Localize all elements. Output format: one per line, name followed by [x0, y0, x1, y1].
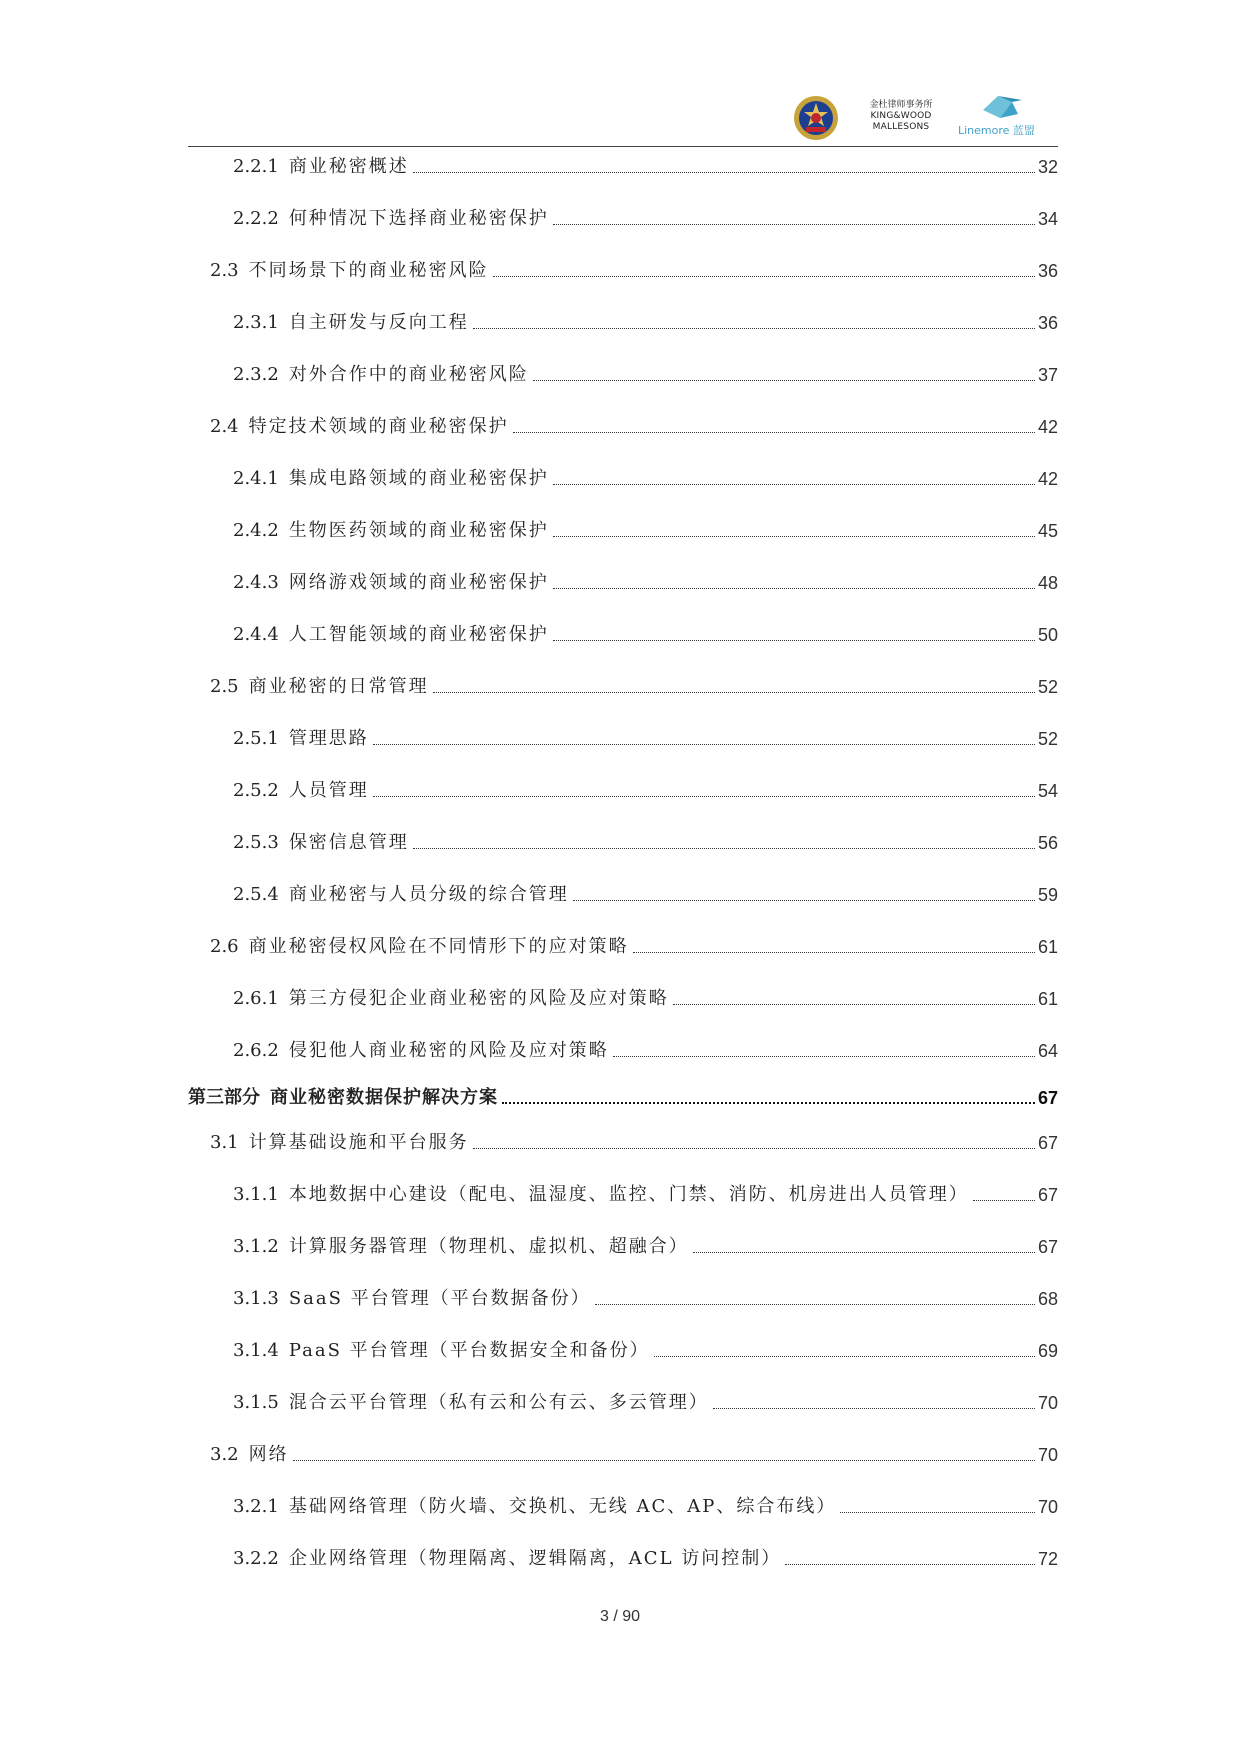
toc-entry[interactable] — [210, 1435, 1058, 1475]
toc-entry-page: 59 — [1037, 885, 1058, 905]
toc-dot-leader — [502, 1102, 1035, 1104]
toc-dot-leader — [553, 224, 1035, 225]
toc-entry[interactable] — [233, 1539, 1058, 1579]
toc-entry-number: 3.1.1 — [233, 1184, 279, 1205]
toc-entry-number: 2.5.1 — [233, 728, 279, 749]
toc-entry-title: 集成电路领域的商业秘密保护 — [288, 468, 549, 489]
toc-entry-page: 70 — [1037, 1393, 1058, 1413]
toc-dot-leader — [840, 1512, 1035, 1513]
toc-dot-leader — [553, 640, 1035, 641]
toc-entry-title: 商业秘密侵权风险在不同情形下的应对策略 — [248, 936, 629, 957]
toc-entry-title: 人工智能领域的商业秘密保护 — [288, 624, 549, 645]
toc-entry-title: 商业秘密数据保护解决方案 — [270, 1087, 498, 1108]
toc-entry[interactable] — [233, 1175, 1058, 1215]
toc-entry[interactable] — [233, 1279, 1058, 1319]
toc-entry-page: 36 — [1037, 313, 1058, 333]
toc-entry-number: 2.6.1 — [233, 988, 279, 1009]
toc-entry-title: 商业秘密概述 — [288, 156, 409, 177]
toc-entry-title: 侵犯他人商业秘密的风险及应对策略 — [288, 1040, 609, 1061]
toc-dot-leader — [673, 1004, 1035, 1005]
toc-entry[interactable] — [233, 615, 1058, 655]
toc-entry-title: 何种情况下选择商业秘密保护 — [288, 208, 549, 229]
toc-entry-page: 56 — [1037, 833, 1058, 853]
toc-entry[interactable] — [210, 407, 1058, 447]
toc-entry[interactable] — [233, 719, 1058, 759]
toc-entry[interactable] — [233, 147, 1058, 187]
toc-entry-title: 人员管理 — [288, 780, 369, 801]
toc-dot-leader — [473, 328, 1035, 329]
toc-dot-leader — [413, 848, 1035, 849]
toc-entry[interactable] — [233, 1227, 1058, 1267]
toc-entry-page: 72 — [1037, 1549, 1058, 1569]
toc-entry-page: 45 — [1037, 521, 1058, 541]
toc-dot-leader — [373, 744, 1035, 745]
toc-dot-leader — [373, 796, 1035, 797]
toc-entry[interactable] — [210, 667, 1058, 707]
toc-entry-page: 34 — [1037, 209, 1058, 229]
toc-entry-page: 42 — [1037, 417, 1058, 437]
kwm-logo-en-1: KING&WOOD — [870, 111, 932, 121]
toc-entry[interactable] — [233, 1331, 1058, 1371]
toc-entry-title: 特定技术领域的商业秘密保护 — [248, 416, 509, 437]
toc-entry[interactable] — [233, 355, 1058, 395]
toc-entry-title: 本地数据中心建设（配电、温湿度、监控、门禁、消防、机房进出人员管理） — [288, 1184, 969, 1205]
toc-dot-leader — [473, 1148, 1035, 1149]
toc-entry-page: 48 — [1037, 573, 1058, 593]
toc-entry-page: 42 — [1037, 469, 1058, 489]
toc-entry-number: 2.2.2 — [233, 208, 279, 229]
toc-dot-leader — [633, 952, 1035, 953]
toc-entry-title: 基础网络管理（防火墙、交换机、无线 AC、AP、综合布线） — [288, 1496, 837, 1517]
linemore-logo-text: Linemore 蓝盟 — [958, 124, 1035, 137]
toc-entry-number: 2.4.4 — [233, 624, 279, 645]
toc-dot-leader — [513, 432, 1035, 433]
toc-dot-leader — [493, 276, 1035, 277]
toc-entry-number: 3.1.2 — [233, 1236, 279, 1257]
toc-entry[interactable] — [233, 199, 1058, 239]
toc-entry-title: 计算服务器管理（物理机、虚拟机、超融合） — [288, 1236, 689, 1257]
toc-dot-leader — [713, 1408, 1035, 1409]
toc-entry[interactable] — [210, 927, 1058, 967]
toc-entry-title: 网络 — [248, 1444, 289, 1465]
toc-entry-title: 生物医药领域的商业秘密保护 — [288, 520, 549, 541]
toc-entry[interactable] — [233, 511, 1058, 551]
toc-dot-leader — [654, 1356, 1035, 1357]
linemore-logo — [958, 92, 1048, 140]
toc-entry-title: 混合云平台管理（私有云和公有云、多云管理） — [288, 1392, 709, 1413]
toc-entry-title: 不同场景下的商业秘密风险 — [248, 260, 489, 281]
toc-dot-leader — [573, 900, 1035, 901]
police-emblem-icon — [792, 94, 840, 142]
toc-entry-page: 70 — [1037, 1497, 1058, 1517]
toc-entry-number: 3.1 — [210, 1132, 239, 1153]
toc-entry-title: 保密信息管理 — [288, 832, 409, 853]
linemore-leaf-icon — [978, 92, 1028, 122]
toc-dot-leader — [973, 1200, 1035, 1201]
toc-entry-page: 50 — [1037, 625, 1058, 645]
toc-entry-page: 54 — [1037, 781, 1058, 801]
toc-entry-number: 3.1.3 — [233, 1288, 279, 1309]
toc-entry-number: 第三部分 — [188, 1087, 260, 1108]
toc-entry-page: 64 — [1037, 1041, 1058, 1061]
toc-entry-title: 自主研发与反向工程 — [288, 312, 469, 333]
toc-dot-leader — [613, 1056, 1035, 1057]
page-number: 3 / 90 — [599, 1608, 641, 1625]
toc-dot-leader — [785, 1564, 1035, 1565]
toc-entry-title: 网络游戏领域的商业秘密保护 — [288, 572, 549, 593]
toc-entry-page: 61 — [1037, 989, 1058, 1009]
toc-entry-page: 61 — [1037, 937, 1058, 957]
toc-entry-number: 3.1.5 — [233, 1392, 279, 1413]
toc-entry-title: 企业网络管理（物理隔离、逻辑隔离，ACL 访问控制） — [288, 1548, 782, 1569]
toc-entry-title: 商业秘密的日常管理 — [248, 676, 429, 697]
toc-dot-leader — [533, 380, 1035, 381]
toc-entry-page: 32 — [1037, 157, 1058, 177]
toc-entry[interactable] — [233, 979, 1058, 1019]
toc-dot-leader — [693, 1252, 1035, 1253]
kwm-logo-en-2: MALLESONS — [872, 122, 930, 132]
toc-entry-number: 3.1.4 — [233, 1340, 279, 1361]
kwm-logo — [856, 100, 946, 133]
toc-entry-number: 2.2.1 — [233, 156, 279, 177]
toc-dot-leader — [595, 1304, 1035, 1305]
toc-entry[interactable] — [233, 771, 1058, 811]
toc-entry-page: 36 — [1037, 261, 1058, 281]
kwm-logo-cn: 金杜律师事务所 — [869, 100, 933, 110]
toc-entry-title: 计算基础设施和平台服务 — [248, 1132, 469, 1153]
toc-entry-page: 67 — [1037, 1237, 1058, 1257]
toc-entry-number: 2.4.3 — [233, 572, 279, 593]
toc-entry-page: 52 — [1037, 677, 1058, 697]
toc-entry-number: 2.5.4 — [233, 884, 279, 905]
toc-entry[interactable] — [188, 1078, 1058, 1118]
toc-entry-number: 2.3 — [210, 260, 239, 281]
toc-entry-page: 37 — [1037, 365, 1058, 385]
toc-entry-page: 70 — [1037, 1445, 1058, 1465]
toc-entry[interactable] — [233, 459, 1058, 499]
toc-entry-number: 2.4.2 — [233, 520, 279, 541]
toc-dot-leader — [293, 1460, 1035, 1461]
toc-dot-leader — [553, 536, 1035, 537]
toc-entry-number: 2.6.2 — [233, 1040, 279, 1061]
toc-entry-page: 52 — [1037, 729, 1058, 749]
toc-entry-number: 2.5.2 — [233, 780, 279, 801]
toc-entry[interactable] — [210, 251, 1058, 291]
toc-entry-title: 第三方侵犯企业商业秘密的风险及应对策略 — [288, 988, 669, 1009]
toc-entry[interactable] — [210, 1123, 1058, 1163]
toc-dot-leader — [553, 484, 1035, 485]
toc-dot-leader — [413, 172, 1035, 173]
toc-entry-number: 2.3.1 — [233, 312, 279, 333]
toc-entry-title: 对外合作中的商业秘密风险 — [288, 364, 529, 385]
page-header — [188, 80, 1058, 146]
toc-entry-title: SaaS 平台管理（平台数据备份） — [288, 1288, 591, 1309]
toc-entry-number: 2.5.3 — [233, 832, 279, 853]
toc-entry-number: 2.4 — [210, 416, 239, 437]
toc-dot-leader — [433, 692, 1035, 693]
toc-entry-page: 67 — [1037, 1185, 1058, 1205]
toc-entry[interactable] — [233, 823, 1058, 863]
toc-entry[interactable] — [233, 563, 1058, 603]
toc-entry-title: PaaS 平台管理（平台数据安全和备份） — [288, 1340, 650, 1361]
toc-entry-title: 商业秘密与人员分级的综合管理 — [288, 884, 569, 905]
toc-entry-number: 2.6 — [210, 936, 239, 957]
toc-entry[interactable] — [233, 1487, 1058, 1527]
toc-entry-number: 3.2.2 — [233, 1548, 279, 1569]
toc-entry-number: 2.4.1 — [233, 468, 279, 489]
toc-entry[interactable] — [233, 875, 1058, 915]
toc-entry-number: 3.2 — [210, 1444, 239, 1465]
toc-entry[interactable] — [233, 1383, 1058, 1423]
toc-entry-number: 3.2.1 — [233, 1496, 279, 1517]
toc-entry[interactable] — [233, 303, 1058, 343]
toc-dot-leader — [553, 588, 1035, 589]
toc-entry-title: 管理思路 — [288, 728, 369, 749]
toc-entry-page: 67 — [1037, 1088, 1058, 1108]
toc-entry-page: 68 — [1037, 1289, 1058, 1309]
toc-entry[interactable] — [233, 1031, 1058, 1071]
toc-entry-page: 67 — [1037, 1133, 1058, 1153]
toc-entry-number: 2.5 — [210, 676, 239, 697]
toc-entry-page: 69 — [1037, 1341, 1058, 1361]
toc-entry-number: 2.3.2 — [233, 364, 279, 385]
